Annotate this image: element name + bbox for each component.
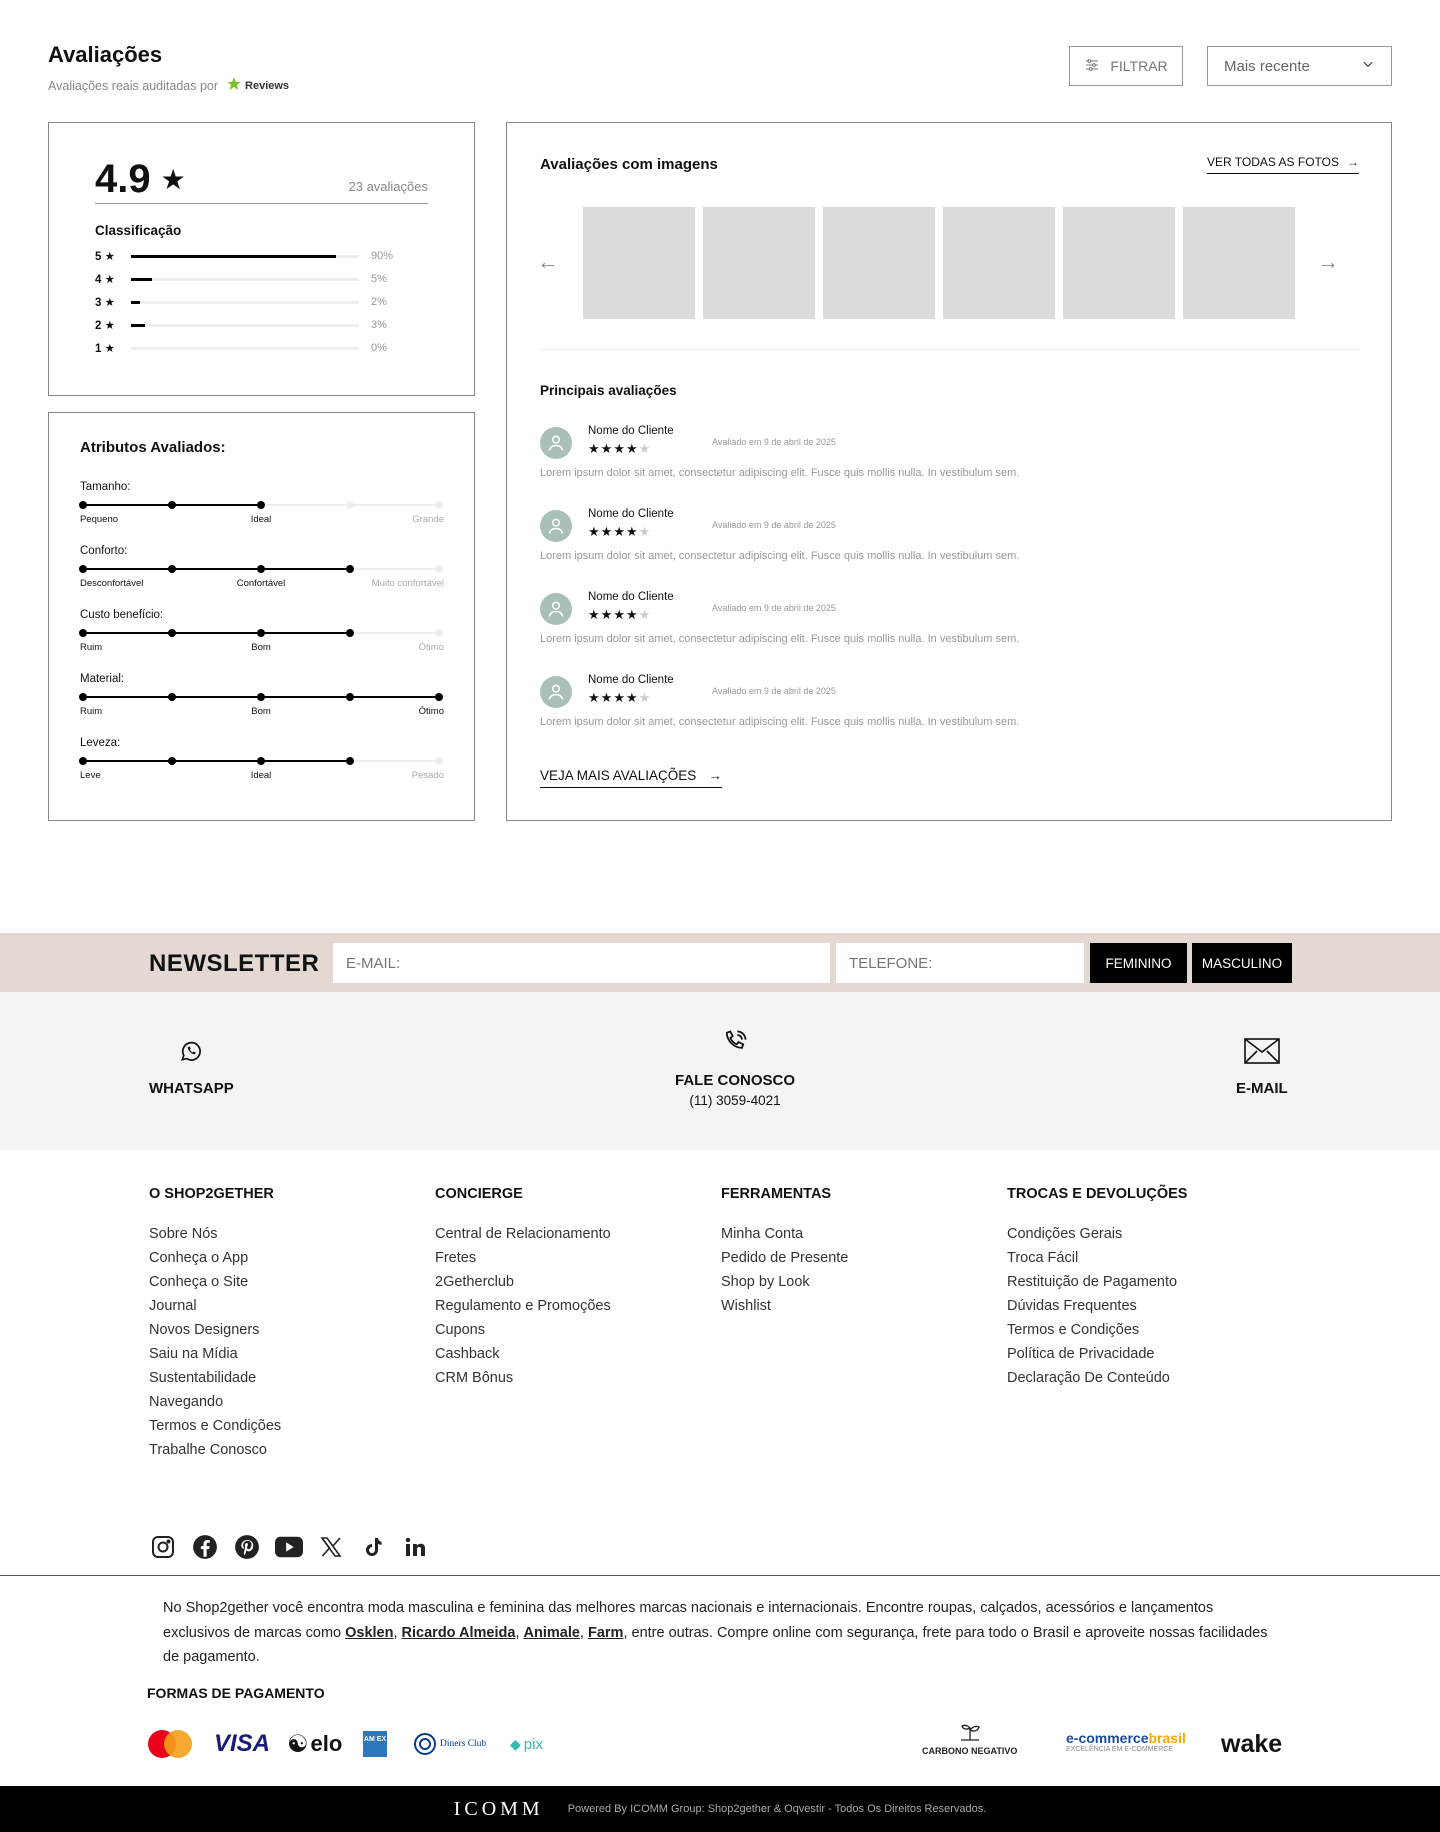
about-part2: , entre outras. Compre online com segurança, frete para todo o Brasil e aproveite nossas facilidades de pagamento.: [163, 1624, 1268, 1665]
footer-link[interactable]: Regulamento e Promoções: [435, 1298, 611, 1314]
footer-column-title: O SHOP2GETHER: [149, 1186, 274, 1202]
slider-dot: [435, 501, 443, 509]
attribute-mid-label: Bom: [251, 706, 271, 717]
slider-dot: [346, 565, 354, 573]
slider-dot: [435, 629, 443, 637]
email-link[interactable]: [1236, 1038, 1288, 1097]
footer-link[interactable]: Conheça o App: [149, 1250, 249, 1266]
review-stars: ★★★★★: [588, 524, 652, 539]
rating-bar: [131, 301, 359, 304]
slider-dot: [168, 693, 176, 701]
email-label: E-MAIL: [1236, 1080, 1288, 1097]
footer-link[interactable]: Cupons: [435, 1322, 485, 1338]
footer-link[interactable]: Minha Conta: [721, 1226, 804, 1242]
attributes-panel: [48, 412, 475, 821]
user-avatar-icon: [540, 510, 572, 542]
rating-row-pct: 5%: [371, 273, 387, 285]
see-all-photos-link[interactable]: [1207, 155, 1359, 174]
youtube-icon[interactable]: [275, 1533, 303, 1561]
visa-logo: VISA: [214, 1730, 271, 1757]
brand-link-ricardo-almeida[interactable]: Ricardo Almeida: [401, 1624, 516, 1641]
diners-logo: Diners Club: [414, 1728, 486, 1760]
carbono-negativo-logo: CARBONO NEGATIVO: [922, 1720, 1017, 1752]
payment-title: FORMAS DE PAGAMENTO: [147, 1685, 325, 1701]
footer-column: [435, 1186, 611, 1390]
attribute-name: Custo benefício:: [80, 609, 164, 621]
rating-row-pct: 2%: [371, 296, 387, 308]
footer-link[interactable]: Conheça o Site: [149, 1274, 249, 1290]
footer-link[interactable]: Fretes: [435, 1250, 477, 1266]
footer-link[interactable]: Troca Fácil: [1007, 1250, 1079, 1266]
copyright-text: Powered By ICOMM Group: Shop2gether & Oqvestir - Todos Os Direitos Reservados.: [567, 1803, 987, 1815]
pinterest-icon[interactable]: [233, 1533, 261, 1561]
slider-dot: [257, 501, 265, 509]
slider-dot: [168, 757, 176, 765]
rating-row[interactable]: [95, 341, 415, 355]
user-avatar-icon: [540, 427, 572, 459]
slider-dot: [79, 565, 87, 573]
slider-dot: [257, 565, 265, 573]
facebook-icon[interactable]: [191, 1533, 219, 1561]
newsletter-phone-input[interactable]: [836, 943, 1084, 983]
carousel-prev-button[interactable]: [537, 249, 559, 275]
attribute-max-label: Muito confortável: [371, 578, 444, 589]
footer-link[interactable]: Pedido de Presente: [721, 1250, 849, 1266]
reviewer-name: Nome do Cliente: [588, 674, 674, 686]
footer-link[interactable]: Trabalhe Conosco: [149, 1442, 267, 1458]
divider: [95, 203, 428, 204]
slider-dot: [435, 693, 443, 701]
reviews-title: Avaliações: [48, 42, 163, 67]
attribute-min-label: Ruim: [80, 706, 103, 717]
rating-row[interactable]: [95, 249, 415, 263]
newsletter-male-button[interactable]: MASCULINO: [1192, 943, 1292, 983]
more-reviews-label: VEJA MAIS AVALIAÇÕES: [540, 768, 697, 783]
review-image-thumb[interactable]: [823, 207, 935, 319]
rating-row-label: 3 ★: [95, 297, 115, 309]
footer-link[interactable]: Termos e Condições: [1007, 1322, 1140, 1338]
reviewer-name: Nome do Cliente: [588, 591, 674, 603]
attribute-name: Tamanho:: [80, 481, 131, 493]
footer-link[interactable]: Dúvidas Frequentes: [1007, 1298, 1137, 1314]
review-text: Lorem ipsum dolor sit amet, consectetur adipiscing elit. Fusce quis mollis nulla. In vestibulum sem.: [540, 633, 1020, 645]
review-image-thumb[interactable]: [1063, 207, 1175, 319]
footer-link[interactable]: Central de Relacionamento: [435, 1226, 611, 1242]
slider-dot: [257, 629, 265, 637]
reviews-panel: [506, 122, 1392, 821]
attribute-slider: [80, 673, 444, 725]
rating-bar-fill: [131, 255, 336, 258]
slider-dot: [168, 565, 176, 573]
slider-dot: [346, 629, 354, 637]
newsletter-email-input[interactable]: [333, 943, 830, 983]
attribute-mid-label: Ideal: [250, 770, 272, 781]
user-avatar-icon: [540, 593, 572, 625]
slider-dot: [79, 757, 87, 765]
rating-bar: [131, 347, 359, 350]
arrow-right-icon: →: [708, 768, 722, 783]
review-image-thumb[interactable]: [943, 207, 1055, 319]
reviews-subtitle: [48, 76, 289, 95]
attribute-min-label: Pequeno: [80, 514, 119, 525]
rating-row-label: 1 ★: [95, 343, 115, 355]
newsletter-bar: [0, 933, 1440, 992]
footer-column-title: FERRAMENTAS: [721, 1186, 832, 1202]
review-item: [540, 593, 1360, 676]
sort-value: Mais recente: [1224, 57, 1310, 75]
top-reviews-title: Principais avaliações: [540, 383, 677, 398]
newsletter-female-button[interactable]: FEMININO: [1090, 943, 1187, 983]
instagram-icon[interactable]: [149, 1533, 177, 1561]
slider-dot: [79, 693, 87, 701]
review-stars: ★★★★★: [588, 690, 652, 705]
social-links: [149, 1533, 429, 1561]
brand-link-osklen[interactable]: Osklen: [345, 1624, 394, 1641]
slider-dot: [346, 501, 354, 509]
slider-dot: [435, 565, 443, 573]
reviewer-name: Nome do Cliente: [588, 425, 674, 437]
rating-row[interactable]: [95, 318, 415, 332]
footer-link[interactable]: Sobre Nós: [149, 1226, 218, 1242]
attribute-name: Material:: [80, 673, 125, 685]
attribute-slider: [80, 545, 444, 597]
linkedin-icon[interactable]: [401, 1533, 429, 1561]
review-stars: ★★★★★: [588, 441, 652, 456]
footer-link[interactable]: Shop by Look: [721, 1274, 810, 1290]
footer-column-title: TROCAS E DEVOLUÇÕES: [1007, 1186, 1188, 1202]
icomm-logo: ICOMM: [453, 1797, 544, 1820]
filter-label: FILTRAR: [1110, 58, 1168, 74]
rating-row-pct: 0%: [371, 342, 387, 354]
attribute-mid-label: Bom: [251, 642, 271, 653]
review-image-thumb[interactable]: [583, 207, 695, 319]
see-all-photos-label: VER TODAS AS FOTOS: [1206, 155, 1339, 169]
rating-bar-fill: [131, 324, 145, 327]
rating-row[interactable]: [95, 295, 415, 309]
footer-link[interactable]: Declaração De Conteúdo: [1007, 1370, 1170, 1386]
footer-link[interactable]: Saiu na Mídia: [149, 1346, 238, 1362]
review-item: [540, 427, 1360, 510]
newsletter-title: NEWSLETTER: [149, 950, 320, 977]
chevron-down-icon: [1361, 57, 1375, 75]
slider-dot: [168, 501, 176, 509]
sort-select[interactable]: [1207, 46, 1392, 86]
elo-logo: ☯ elo: [287, 1730, 343, 1758]
bottom-bar: [0, 1786, 1440, 1832]
attribute-slider: [80, 609, 444, 661]
sliders-icon: [1084, 57, 1100, 76]
arrow-right-icon: →: [1347, 155, 1359, 169]
reviewer-name: Nome do Cliente: [588, 508, 674, 520]
wake-logo: wake: [1221, 1729, 1283, 1758]
attribute-slider: [80, 737, 444, 789]
slider-dot: [257, 757, 265, 765]
whatsapp-icon: [178, 1038, 204, 1080]
contact-us-link[interactable]: [675, 1028, 795, 1108]
rating-summary: [48, 122, 475, 396]
star-icon: ★: [160, 164, 186, 195]
whatsapp-link[interactable]: [149, 1038, 234, 1097]
attribute-min-label: Ruim: [80, 642, 103, 653]
slider-dot: [168, 629, 176, 637]
review-item: [540, 676, 1360, 759]
footer-link[interactable]: Condições Gerais: [1007, 1226, 1123, 1242]
x-icon[interactable]: [317, 1533, 345, 1561]
user-avatar-icon: [540, 676, 572, 708]
footer-link[interactable]: Termos e Condições: [149, 1418, 282, 1434]
footer-column: [1007, 1186, 1187, 1390]
filter-button[interactable]: [1069, 46, 1183, 86]
review-count: 23 avaliações: [348, 179, 428, 194]
slider-dot: [257, 693, 265, 701]
review-date: Avaliado em 9 de abril de 2025: [712, 686, 836, 696]
slider-dot: [346, 757, 354, 765]
star-badge-icon: [226, 76, 242, 95]
reviews-brand-logo: [226, 76, 289, 95]
divider: [540, 349, 1360, 350]
review-stars: ★★★★★: [588, 607, 652, 622]
leaf-icon: [957, 1720, 983, 1744]
footer-link[interactable]: CRM Bônus: [435, 1370, 514, 1386]
attribute-min-label: Desconfortável: [80, 578, 144, 589]
classification-title: Classificação: [95, 223, 182, 238]
brand-link-farm[interactable]: Farm: [587, 1624, 624, 1641]
attribute-name: Conforto:: [80, 545, 128, 557]
footer-column: [149, 1186, 281, 1462]
arrow-left-icon: ←: [537, 249, 559, 274]
more-reviews-link[interactable]: [540, 768, 722, 788]
about-part1: No Shop2gether você encontra moda masculina e feminina das melhores marcas nacionais e internacionais. Encontre roupas, calçados, acessórios e lançamentos exclusivos de marcas como: [163, 1600, 1214, 1641]
rating-score: [95, 157, 186, 202]
rating-bar: [131, 255, 359, 258]
amex-logo: AM EX: [363, 1728, 387, 1760]
attribute-min-label: Leve: [80, 770, 101, 781]
brand-link-animale[interactable]: Animale: [523, 1624, 580, 1641]
slider-dot: [79, 501, 87, 509]
reviews-brand-name: Reviews: [245, 79, 290, 92]
review-date: Avaliado em 9 de abril de 2025: [712, 520, 836, 530]
about-text: No Shop2gether você encontra moda masculina e feminina das melhores marcas nacionais e internacionais. Encontre roupas, calçados, acessórios e lançamentos exclusivos de marcas como Osklen, Ricardo Almeida, Animale, Farm, entre outras. Compre online com segurança, frete para todo o Brasil e aproveite nossas facilidades de pagamento.: [163, 1600, 1268, 1665]
contact-us-label: FALE CONOSCO: [675, 1072, 796, 1089]
footer-link[interactable]: Navegando: [149, 1394, 224, 1410]
images-title: Avaliações com imagens: [540, 156, 718, 173]
tiktok-icon[interactable]: [359, 1533, 387, 1561]
rating-score-value: 4.9: [95, 157, 151, 201]
footer-link[interactable]: Sustentabilidade: [149, 1370, 257, 1386]
attribute-name: Leveza:: [80, 737, 121, 749]
footer-link[interactable]: Restituição de Pagamento: [1007, 1274, 1178, 1290]
rating-bar-fill: [131, 301, 140, 304]
rating-row-pct: 3%: [371, 319, 387, 331]
footer-link[interactable]: 2Getherclub: [435, 1274, 514, 1290]
slider-dot: [435, 757, 443, 765]
attribute-max-label: Ótimo: [418, 706, 444, 717]
attributes-title: Atributos Avaliados:: [80, 439, 226, 456]
mastercard-icon: [147, 1728, 193, 1760]
review-image-thumb[interactable]: [703, 207, 815, 319]
whatsapp-label: WHATSAPP: [149, 1080, 234, 1097]
footer-link[interactable]: Wishlist: [721, 1298, 771, 1314]
envelope-icon: [1244, 1038, 1280, 1080]
footer-link[interactable]: Journal: [149, 1298, 197, 1314]
attribute-max-label: Grande: [412, 514, 444, 525]
footer-column-title: CONCIERGE: [435, 1186, 523, 1202]
carousel-next-button[interactable]: [1317, 249, 1339, 275]
attribute-track-fill: [83, 632, 350, 634]
rating-bar: [131, 278, 359, 281]
reviews-subtitle-text: Avaliações reais auditadas por: [48, 78, 219, 93]
review-text: Lorem ipsum dolor sit amet, consectetur adipiscing elit. Fusce quis mollis nulla. In vestibulum sem.: [540, 550, 1020, 562]
divider: [0, 1575, 1440, 1576]
slider-dot: [79, 629, 87, 637]
slider-dot: [346, 693, 354, 701]
footer-column: [721, 1186, 848, 1318]
arrow-right-icon: →: [1317, 249, 1339, 274]
rating-row[interactable]: [95, 272, 415, 286]
footer-link[interactable]: Cashback: [435, 1346, 500, 1362]
attribute-track-fill: [83, 760, 350, 762]
attribute-track-fill: [83, 568, 350, 570]
attribute-max-label: Ótimo: [418, 642, 444, 653]
pix-logo: ◆ pix: [510, 1735, 543, 1753]
review-date: Avaliado em 9 de abril de 2025: [712, 437, 836, 447]
review-date: Avaliado em 9 de abril de 2025: [712, 603, 836, 613]
review-image-thumb[interactable]: [1183, 207, 1295, 319]
phone-icon: [721, 1028, 749, 1072]
attribute-max-label: Pesado: [411, 770, 444, 781]
rating-row-label: 5 ★: [95, 251, 115, 263]
footer-link[interactable]: Política de Privacidade: [1007, 1346, 1155, 1362]
rating-row-label: 2 ★: [95, 320, 115, 332]
footer-link[interactable]: Novos Designers: [149, 1322, 260, 1338]
contact-phone: (11) 3059-4021: [689, 1093, 781, 1108]
attribute-mid-label: Ideal: [250, 514, 272, 525]
contact-bar: [0, 992, 1440, 1150]
rating-bar: [131, 324, 359, 327]
attribute-slider: [80, 481, 444, 533]
rating-row-pct: 90%: [371, 250, 394, 262]
rating-bar-fill: [131, 278, 152, 281]
review-text: Lorem ipsum dolor sit amet, consectetur adipiscing elit. Fusce quis mollis nulla. In vestibulum sem.: [540, 467, 1020, 479]
ecommerce-brasil-logo: e-commercebrasil EXCELÊNCIA EM E-COMMERCE: [1066, 1730, 1186, 1753]
review-item: [540, 510, 1360, 593]
review-text: Lorem ipsum dolor sit amet, consectetur adipiscing elit. Fusce quis mollis nulla. In vestibulum sem.: [540, 716, 1020, 728]
attribute-mid-label: Confortável: [236, 578, 286, 589]
rating-row-label: 4 ★: [95, 274, 115, 286]
